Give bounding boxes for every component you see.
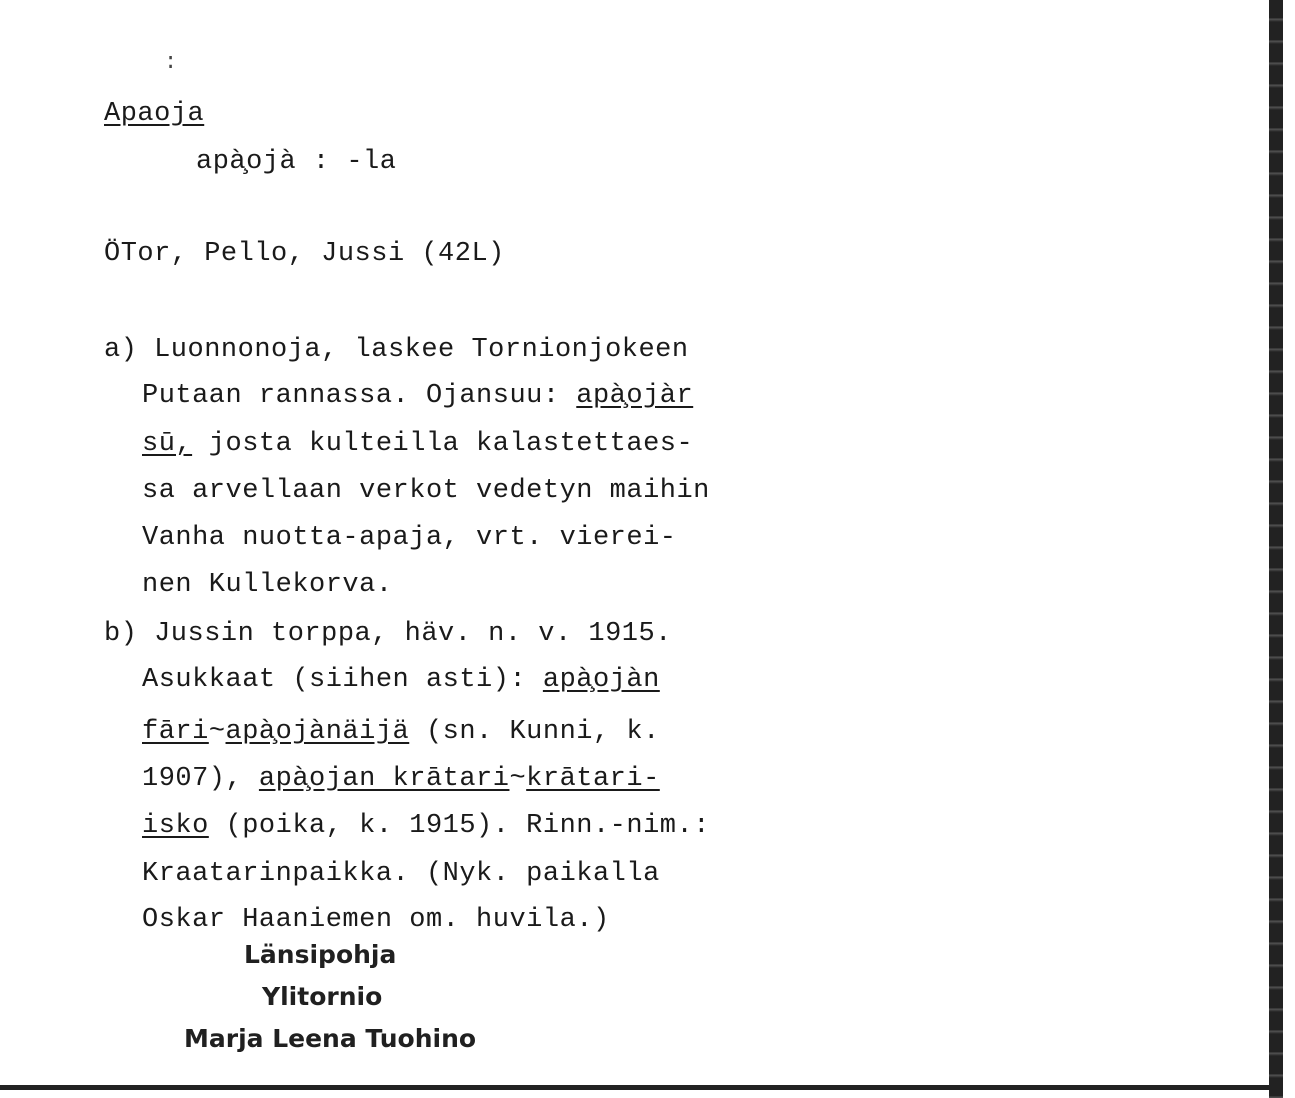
section-a-line-4: sa arvellaan verkot vedetyn maihin <box>142 476 710 506</box>
pronunciation: apà̧ojà : -la <box>196 147 397 177</box>
section-b-line-6: Kraatarinpaikka. (Nyk. paikalla <box>142 859 660 889</box>
card-edge-right <box>1269 0 1283 1098</box>
section-b-line-4 <box>142 763 660 795</box>
section-b-line-1: b) Jussin torppa, häv. n. v. 1915. <box>104 619 672 649</box>
dialect-form: krātari- <box>526 764 660 794</box>
section-b-line-2 <box>142 664 660 696</box>
source-info: ÖTor, Pello, Jussi (42L) <box>104 239 505 269</box>
section-a-text: Putaan rannassa. Ojansuu: <box>142 381 560 411</box>
section-b-text: (poika, k. 1915). Rinn.-nim.: <box>208 811 710 841</box>
stamp-collector: Marja Leena Tuohino <box>184 1024 477 1053</box>
dialect-form: apà̧ojàr <box>576 381 694 411</box>
headword: Apaoja <box>104 99 205 129</box>
tilde-separator: ~ <box>509 764 527 794</box>
section-a-line-5: Vanha nuotta-apaja, vrt. vierei- <box>142 523 677 553</box>
section-a-line-6: nen Kullekorva. <box>142 570 393 600</box>
card-edge-bottom <box>0 1085 1283 1090</box>
section-b-text: Asukkaat (siihen asti): <box>142 665 527 695</box>
dialect-form: apà̧ojan krātari <box>258 764 510 794</box>
section-b-line-7: Oskar Haaniemen om. huvila.) <box>142 905 610 935</box>
section-b-text: (sn. Kunni, k. <box>409 717 660 747</box>
dialect-form: isko <box>142 811 209 841</box>
stray-mark: : <box>164 50 178 75</box>
section-b-line-5 <box>142 810 710 842</box>
section-a-text: josta kulteilla kalastettaes- <box>192 429 694 459</box>
section-b-text: 1907), <box>142 764 243 794</box>
stamp-municipality: Ylitornio <box>262 982 383 1011</box>
stamp-region: Länsipohja <box>244 940 397 969</box>
tilde-separator: ~ <box>208 717 226 747</box>
dialect-form: apà̧ojànäijä <box>225 717 410 747</box>
section-a-line-3 <box>142 428 693 460</box>
dialect-form: fāri <box>142 717 209 747</box>
section-a-line-2 <box>142 380 693 412</box>
dialect-form: sū, <box>142 429 193 459</box>
dialect-form: apà̧ojàn <box>542 665 660 695</box>
section-b-line-3 <box>142 716 660 748</box>
section-a-line-1: a) Luonnonoja, laskee Tornionjokeen <box>104 335 689 365</box>
